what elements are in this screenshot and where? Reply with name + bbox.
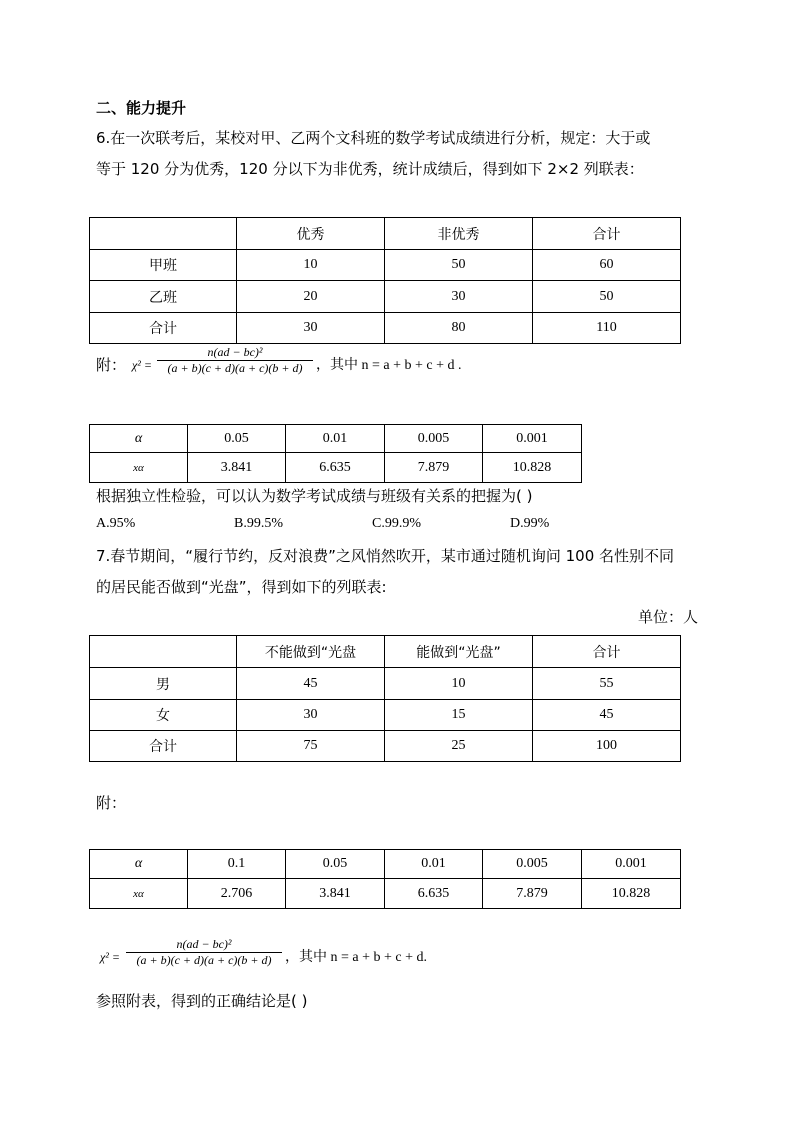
- q7-text-line2: 的居民能否做到“光盘”，得到如下的列联表:: [96, 578, 387, 596]
- table-cell: 6.635: [385, 879, 483, 909]
- table-cell: 0.005: [483, 850, 582, 879]
- table-cell: 0.001: [483, 425, 582, 453]
- table-cell: 6.635: [286, 453, 385, 483]
- q6-formula-numerator: n(ad − bc)²: [207, 345, 263, 359]
- q6-option-d: D.99%: [510, 516, 550, 531]
- table-cell: 75: [237, 731, 385, 762]
- table-cell: 10.828: [582, 879, 681, 909]
- table-header-cell: 不能做到“光盘: [237, 636, 385, 668]
- table-header-cell: 合计: [533, 636, 681, 668]
- q6-option-a: A.95%: [96, 516, 136, 531]
- q6-appendix-label: 附：: [96, 356, 127, 374]
- table-row: [90, 700, 681, 731]
- table-cell: 7.879: [483, 879, 582, 909]
- alpha-label: α: [90, 425, 188, 453]
- q6-formula-tail: ，其中 n = a + b + c + d .: [316, 358, 462, 373]
- q6-text-line2: 等于 120 分为优秀，120 分以下为非优秀，统计成绩后，得到如下 2×2 列联表：: [96, 160, 644, 178]
- q7-formula-tail: ，其中 n = a + b + c + d.: [285, 950, 428, 965]
- table-header-row: [90, 636, 681, 668]
- table-cell: 25: [385, 731, 533, 762]
- table-cell: 0.005: [385, 425, 483, 453]
- table-row: [90, 879, 681, 909]
- table-cell: 3.841: [188, 453, 286, 483]
- table-cell: 80: [385, 313, 533, 344]
- table-cell: 30: [237, 700, 385, 731]
- q7-formula-denominator: (a + b)(c + d)(a + c)(b + d): [136, 953, 272, 967]
- table-row-label: 合计: [90, 313, 237, 344]
- q6-question: 根据独立性检验，可以认为数学考试成绩与班级有关系的把握为( ): [96, 487, 533, 505]
- table-cell: 55: [533, 668, 681, 700]
- q6-contingency-table: [89, 217, 681, 344]
- table-row: [90, 250, 681, 281]
- q7-appendix-label: 附：: [96, 794, 127, 812]
- table-row: [90, 850, 681, 879]
- table-cell: 10.828: [483, 453, 582, 483]
- table-cell: 50: [385, 250, 533, 281]
- table-header-cell: 合计: [533, 218, 681, 250]
- table-cell: 45: [237, 668, 385, 700]
- table-cell: 0.001: [582, 850, 681, 879]
- table-row-label: 合计: [90, 731, 237, 762]
- table-row: [90, 731, 681, 762]
- table-cell: 15: [385, 700, 533, 731]
- table-cell: 0.05: [188, 425, 286, 453]
- q6-formula-lhs: χ² =: [132, 358, 152, 372]
- q6-text-line1: 6.在一次联考后，某校对甲、乙两个文科班的数学考试成绩进行分析，规定：大于或: [96, 129, 651, 147]
- table-cell: 7.879: [385, 453, 483, 483]
- table-cell: 50: [533, 281, 681, 313]
- q7-contingency-table: [89, 635, 681, 762]
- table-header-row: [90, 218, 681, 250]
- q7-text-line1: 7.春节期间，“履行节约，反对浪费”之风悄然吹开，某市通过随机询问 100 名性别不同: [96, 547, 675, 565]
- table-row: [90, 425, 582, 453]
- table-cell: 10: [385, 668, 533, 700]
- table-cell: 20: [237, 281, 385, 313]
- table-cell: 0.01: [286, 425, 385, 453]
- table-row: [90, 453, 582, 483]
- table-row-label: 甲班: [90, 250, 237, 281]
- table-cell: 30: [237, 313, 385, 344]
- q7-unit-label: 单位：人: [637, 608, 698, 626]
- table-row: [90, 313, 681, 344]
- table-cell: 30: [385, 281, 533, 313]
- table-cell: 100: [533, 731, 681, 762]
- section-title: 二、能力提升: [96, 99, 187, 117]
- q7-formula-fraction: [126, 937, 282, 968]
- alpha-label: α: [90, 850, 188, 879]
- table-row-label: 男: [90, 668, 237, 700]
- q6-option-b: B.99.5%: [234, 516, 283, 531]
- table-row: [90, 281, 681, 313]
- table-header-cell: 能做到“光盘”: [385, 636, 533, 668]
- table-row-label: 女: [90, 700, 237, 731]
- q7-formula-lhs: χ² =: [100, 950, 120, 964]
- table-row-label: 乙班: [90, 281, 237, 313]
- table-row: [90, 668, 681, 700]
- x-alpha-label: xα: [90, 879, 188, 909]
- q6-option-c: C.99.9%: [372, 516, 421, 531]
- q7-critical-value-table: [89, 849, 681, 909]
- table-cell: 60: [533, 250, 681, 281]
- table-header-cell: 非优秀: [385, 218, 533, 250]
- table-cell: 3.841: [286, 879, 385, 909]
- q6-critical-value-table: [89, 424, 582, 483]
- table-cell: 0.05: [286, 850, 385, 879]
- table-cell: 0.1: [188, 850, 286, 879]
- table-cell: 0.01: [385, 850, 483, 879]
- x-alpha-label: xα: [90, 453, 188, 483]
- table-header-cell: 优秀: [237, 218, 385, 250]
- q7-formula-numerator: n(ad − bc)²: [176, 937, 232, 951]
- q6-formula-denominator: (a + b)(c + d)(a + c)(b + d): [167, 361, 303, 375]
- table-header-cell: [90, 636, 237, 668]
- q7-question: 参照附表，得到的正确结论是( ): [96, 992, 308, 1010]
- table-header-cell: [90, 218, 237, 250]
- table-cell: 10: [237, 250, 385, 281]
- q6-formula-fraction: [157, 345, 313, 376]
- table-cell: 2.706: [188, 879, 286, 909]
- table-cell: 110: [533, 313, 681, 344]
- table-cell: 45: [533, 700, 681, 731]
